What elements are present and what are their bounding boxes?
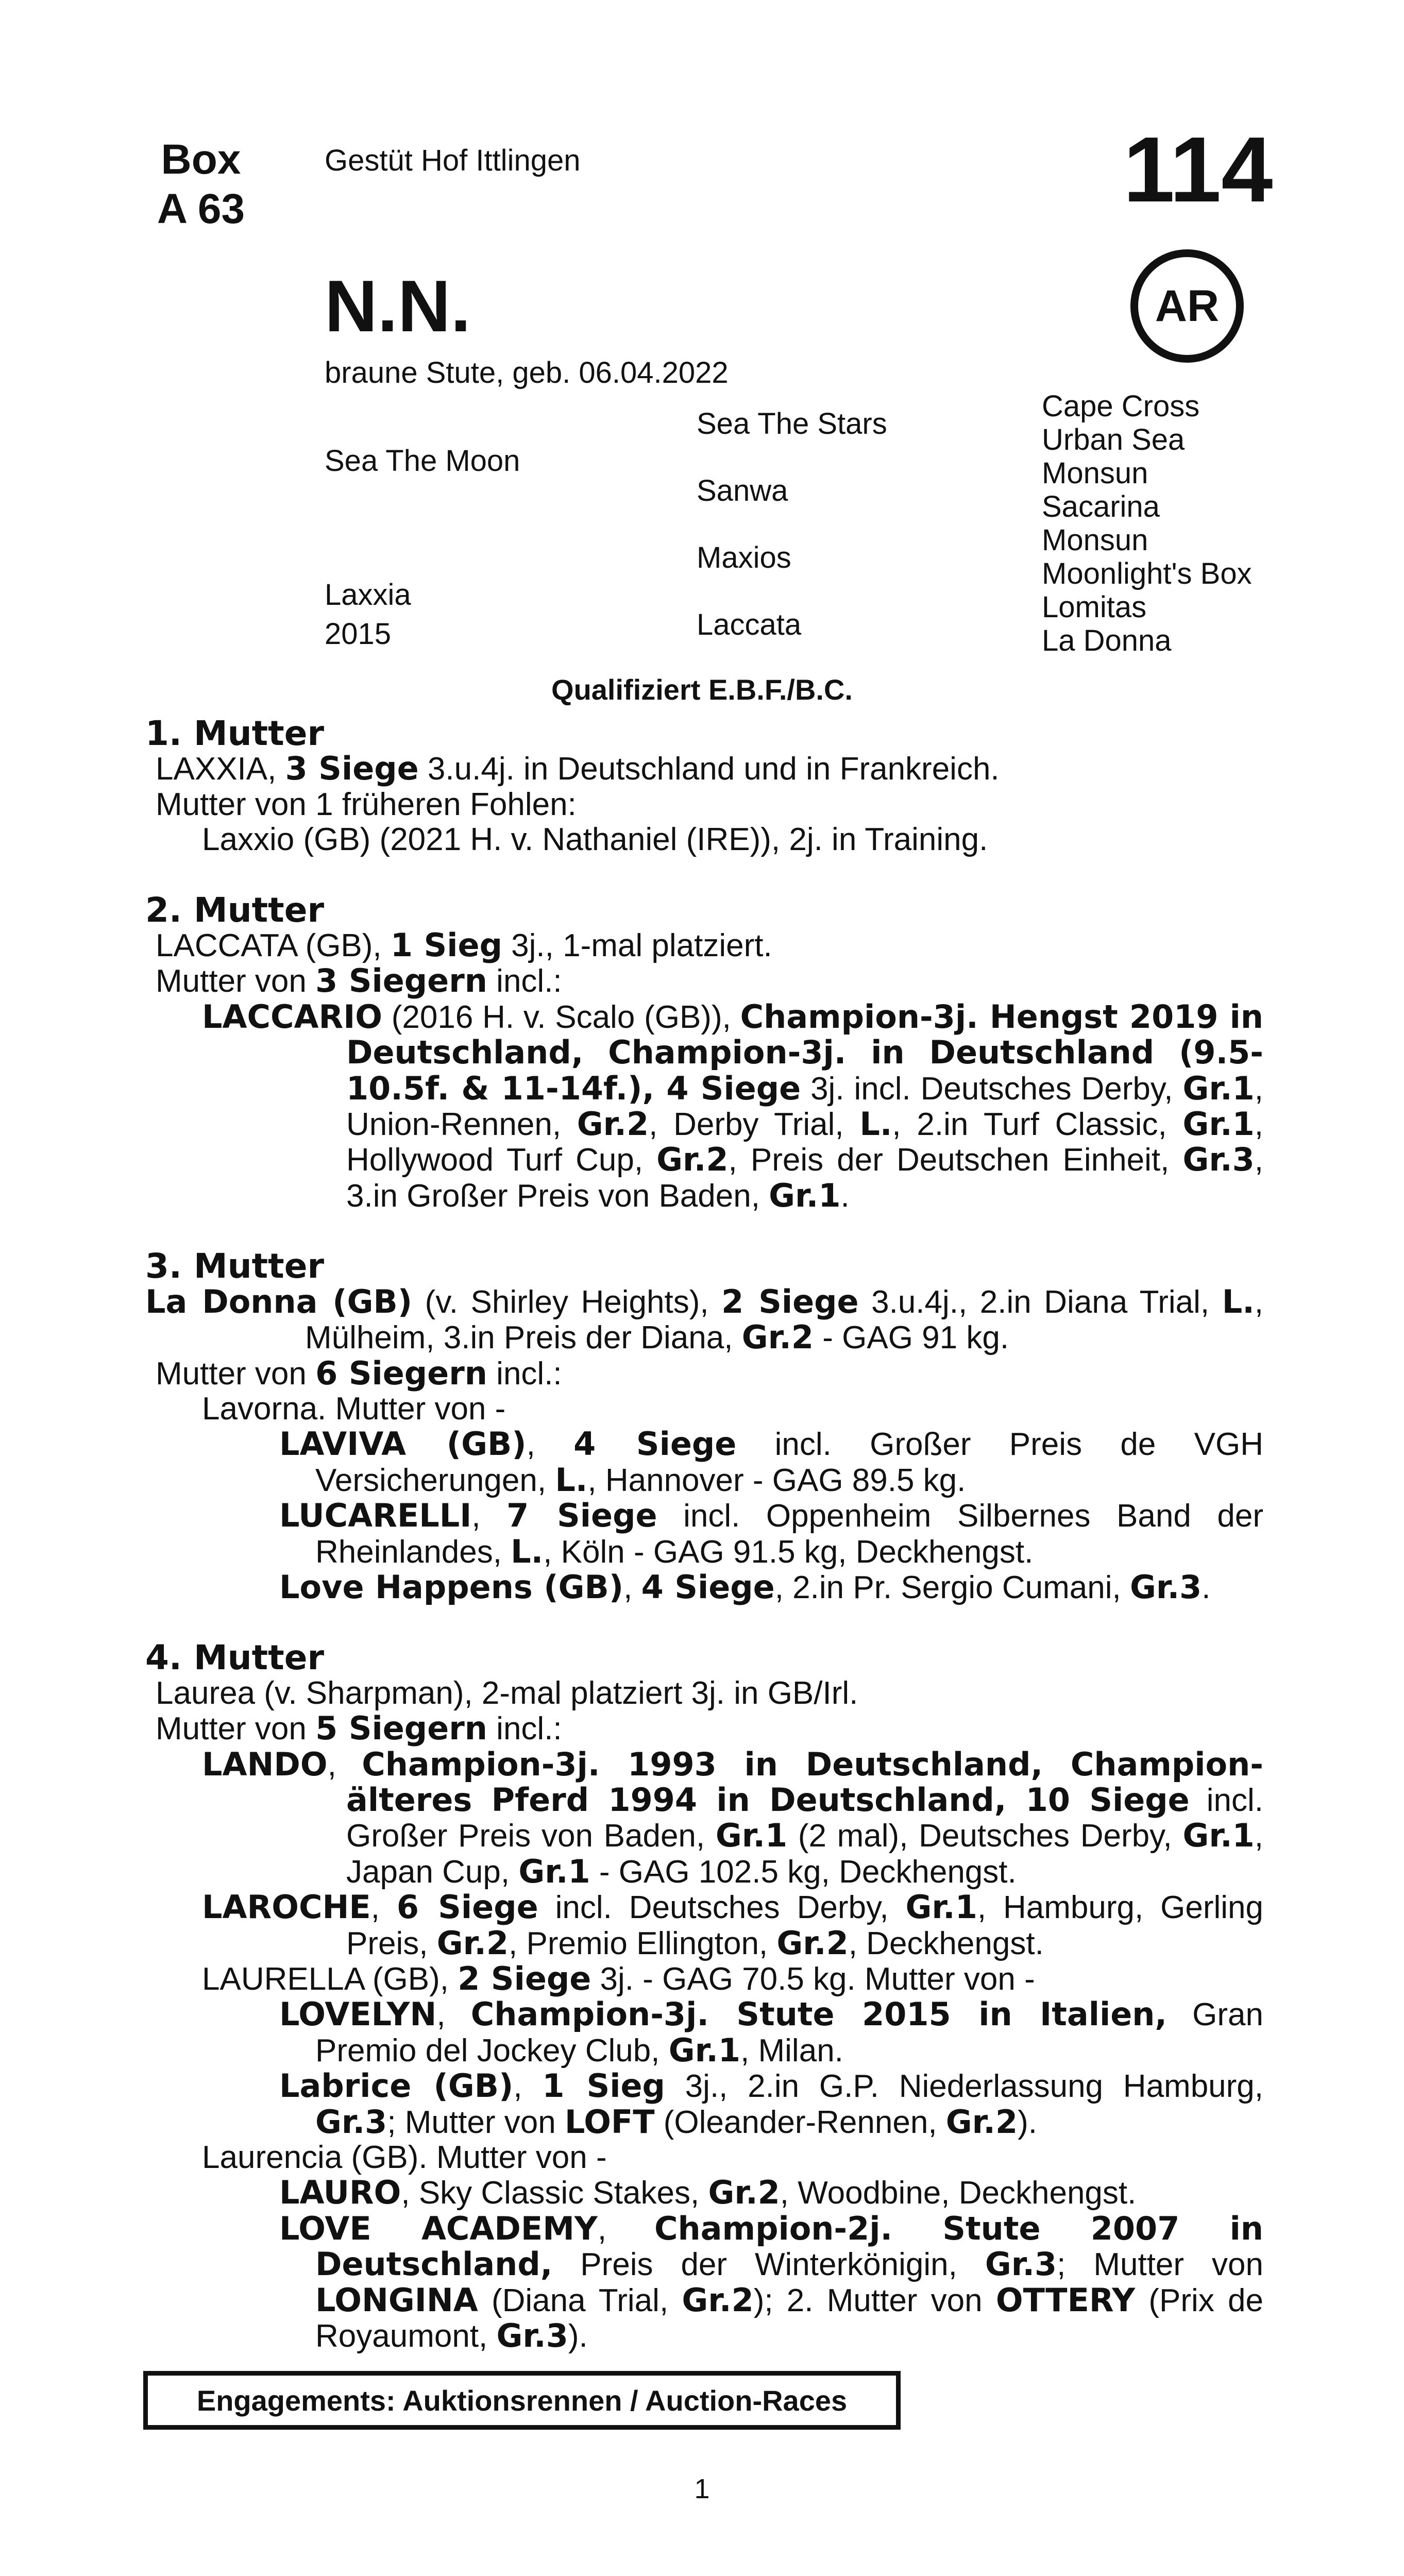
pedigree-gen3-4: Sacarina (1042, 490, 1160, 523)
pedigree-dam-sire: Maxios (697, 541, 791, 574)
mutter-4-progeny-1: LANDO, Champion-3j. 1993 in Deutschland, Champion-älteres Pferd 1994 in Deutschland, 10 Siege incl. Großer Preis von Baden, Gr.1 (2 mal), Deutsches Derby, Gr.1, Japan Cup, Gr.1 - GAG 102.5 kg, Deckhengst. (202, 1745, 1264, 1890)
box-number (149, 135, 252, 234)
mutter-1-heading: 1. Mutter (145, 714, 325, 753)
family-text (145, 716, 1263, 2354)
mutter-4-progeny-5: Labrice (GB), 1 Sieg 3j., 2.in G.P. Niederlassung Hamburg, Gr.3; Mutter von LOFT (Oleander-Rennen, Gr.2). (279, 2067, 1264, 2141)
mutter-2-line-1: LACCATA (GB), 1 Sieg 3j., 1-mal platziert. (156, 926, 772, 964)
lot-number: 114 (1123, 118, 1273, 222)
box-label: Box (161, 136, 241, 183)
pedigree-gen3-1: Cape Cross (1042, 389, 1200, 423)
pedigree-dam: Laxxia (325, 578, 411, 612)
mutter-4-progeny-2: LAROCHE, 6 Siege incl. Deutsches Derby, Gr.1, Hamburg, Gerling Preis, Gr.2, Premio Ellington, Gr.2, Deckhengst. (202, 1888, 1264, 1962)
pedigree-gen3-5: Monsun (1042, 523, 1148, 557)
mutter-4-heading: 4. Mutter (145, 1638, 325, 1678)
engagements-text: Engagements: Auktionsrennen / Auction-Races (196, 2384, 848, 2417)
box-code: A 63 (157, 185, 245, 232)
page-number: 1 (694, 2473, 710, 2504)
mutter-1-line-3: Laxxio (GB) (2021 H. v. Nathaniel (IRE)), 2j. in Training. (202, 822, 988, 858)
horse-description: braune Stute, geb. 06.04.2022 (325, 356, 729, 389)
mutter-3-line-2: Mutter von 6 Siegern incl.: (156, 1354, 562, 1392)
mutter-2-heading: 2. Mutter (145, 890, 325, 930)
mutter-3-progeny-2: LUCARELLI, 7 Siege incl. Oppenheim Silbernes Band der Rheinlandes, L., Köln - GAG 91.5 kg, Deckhengst. (279, 1497, 1263, 1570)
mutter-2-progeny: LACCARIO (2016 H. v. Scalo (GB)), Champion-3j. Hengst 2019 in Deutschland, Champion-3j. in Deutschland (9.5-10.5f. & 11-14f.), 4 Siege 3j. incl. Deutsches Derby, Gr.1, Union-Rennen, Gr.2, Derby Trial, L., 2.in Turf Classic, Gr.1, Hollywood Turf Cup, Gr.2, Preis der Deutschen Einheit, Gr.3, 3.in Großer Preis von Baden, Gr.1. (202, 997, 1263, 1214)
mutter-1-line-1: LAXXIA, 3 Siege 3.u.4j. in Deutschland und in Frankreich. (156, 750, 1000, 788)
breeder: Gestüt Hof Ittlingen (325, 144, 581, 177)
qualification: Qualifiziert E.B.F./B.C. (551, 673, 853, 706)
pedigree-gen3-2: Urban Sea (1042, 423, 1185, 456)
pedigree-dam-year: 2015 (325, 617, 392, 651)
pedigree-gen3-6: Moonlight's Box (1042, 557, 1252, 590)
mutter-3-progeny-3: Love Happens (GB), 4 Siege, 2.in Pr. Sergio Cumani, Gr.3. (279, 1568, 1211, 1606)
mutter-3-progeny-1: LAVIVA (GB), 4 Siege incl. Großer Preis de VGH Versicherungen, L., Hannover - GAG 89.5 kg. (279, 1425, 1263, 1499)
engagements-box (143, 2371, 901, 2430)
mutter-2-line-2: Mutter von 3 Siegern incl.: (156, 962, 562, 1000)
ar-badge (1130, 249, 1244, 363)
mutter-4-progeny-8: LOVE ACADEMY, Champion-2j. Stute 2007 in Deutschland, Preis der Winterkönigin, Gr.3; Mutter von LONGINA (Diana Trial, Gr.2); 2. Mutter von OTTERY (Prix de Royaumont, Gr.3). (279, 2209, 1264, 2355)
pedigree-sire-dam: Sanwa (697, 474, 788, 507)
mutter-3-line-3: Lavorna. Mutter von - (202, 1391, 506, 1427)
ar-badge-label: AR (1155, 281, 1220, 331)
mutter-4-progeny-7: LAURO, Sky Classic Stakes, Gr.2, Woodbine, Deckhengst. (279, 2174, 1137, 2212)
mutter-4-progeny-4: LOVELYN, Champion-3j. Stute 2015 in Italien, Gran Premio del Jockey Club, Gr.1, Milan. (279, 1995, 1264, 2069)
mutter-4-progeny-6: Laurencia (GB). Mutter von - (202, 2140, 607, 2176)
pedigree-gen3-3: Monsun (1042, 456, 1148, 490)
mutter-4-progeny-3: LAURELLA (GB), 2 Siege 3j. - GAG 70.5 kg. Mutter von - (202, 1960, 1035, 1997)
mutter-4-line-1: Laurea (v. Sharpman), 2-mal platziert 3j. in GB/Irl. (156, 1675, 858, 1711)
pedigree-sire-sire: Sea The Stars (697, 407, 887, 440)
pedigree-gen3-7: Lomitas (1042, 590, 1147, 624)
pedigree-dam-dam: Laccata (697, 608, 802, 641)
mutter-4-line-2: Mutter von 5 Siegern incl.: (156, 1709, 562, 1748)
mutter-3-heading: 3. Mutter (145, 1246, 325, 1286)
pedigree-gen3-8: La Donna (1042, 624, 1172, 657)
horse-name: N.N. (325, 265, 471, 347)
mutter-3-dam: La Donna (GB) (v. Shirley Heights), 2 Siege 3.u.4j., 2.in Diana Trial, L., Mülheim, 3.in Preis der Diana, Gr.2 - GAG 91 kg. (145, 1282, 1263, 1357)
pedigree-sire: Sea The Moon (325, 444, 520, 478)
mutter-1-line-2: Mutter von 1 früheren Fohlen: (156, 786, 577, 822)
